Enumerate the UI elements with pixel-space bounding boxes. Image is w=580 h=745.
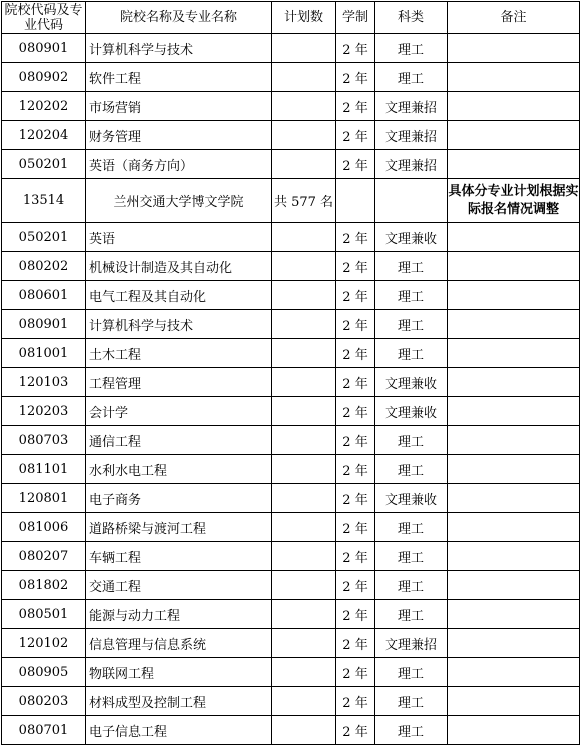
- cell-remarks: [448, 63, 580, 92]
- cell-code: 080601: [2, 281, 86, 310]
- cell-code: 080202: [2, 252, 86, 281]
- table-row: [2, 223, 580, 252]
- cell-years: 2 年: [336, 339, 375, 368]
- cell-plan: [272, 339, 336, 368]
- cell-name: 计算机科学与技术: [86, 34, 272, 63]
- cell-remarks: [448, 455, 580, 484]
- cell-remarks: [448, 223, 580, 252]
- cell-category: 理工: [375, 716, 448, 745]
- cell-plan: [272, 716, 336, 745]
- table-row: [2, 310, 580, 339]
- cell-category: 文理兼收: [375, 484, 448, 513]
- cell-category: 理工: [375, 513, 448, 542]
- cell-years: [336, 179, 375, 223]
- cell-name: 机械设计制造及其自动化: [86, 252, 272, 281]
- cell-plan: [272, 571, 336, 600]
- header-plan: 计划数: [272, 2, 336, 34]
- cell-code: 120103: [2, 368, 86, 397]
- cell-name: 兰州交通大学博文学院: [86, 179, 272, 223]
- cell-years: 2 年: [336, 368, 375, 397]
- cell-plan: [272, 542, 336, 571]
- cell-category: [375, 179, 448, 223]
- cell-name: 会计学: [86, 397, 272, 426]
- cell-category: 理工: [375, 310, 448, 339]
- table-row: [2, 687, 580, 716]
- table-row: [2, 426, 580, 455]
- cell-category: 理工: [375, 281, 448, 310]
- cell-plan: [272, 513, 336, 542]
- table-row: [2, 34, 580, 63]
- cell-name: 土木工程: [86, 339, 272, 368]
- table-row: [2, 542, 580, 571]
- cell-name: 工程管理: [86, 368, 272, 397]
- cell-years: 2 年: [336, 92, 375, 121]
- cell-code: 080203: [2, 687, 86, 716]
- cell-plan: [272, 397, 336, 426]
- table-row: [2, 455, 580, 484]
- cell-code: 080207: [2, 542, 86, 571]
- cell-remarks: [448, 281, 580, 310]
- cell-code: 080501: [2, 600, 86, 629]
- cell-years: 2 年: [336, 658, 375, 687]
- cell-years: 2 年: [336, 484, 375, 513]
- cell-years: 2 年: [336, 687, 375, 716]
- cell-years: 2 年: [336, 252, 375, 281]
- cell-plan: [272, 629, 336, 658]
- school-row: [2, 179, 580, 223]
- cell-name: 英语（商务方向）: [86, 150, 272, 179]
- table-row: [2, 484, 580, 513]
- header-name: 院校名称及专业名称: [86, 2, 272, 34]
- cell-code: 120102: [2, 629, 86, 658]
- table-row: [2, 63, 580, 92]
- cell-remarks: [448, 600, 580, 629]
- cell-remarks: [448, 513, 580, 542]
- cell-category: 理工: [375, 426, 448, 455]
- enrollment-table: [1, 1, 580, 745]
- cell-remarks: 具体分专业计划根据实际报名情况调整: [448, 179, 580, 223]
- cell-remarks: [448, 150, 580, 179]
- cell-name: 材料成型及控制工程: [86, 687, 272, 716]
- cell-plan: [272, 687, 336, 716]
- cell-remarks: [448, 629, 580, 658]
- cell-name: 英语: [86, 223, 272, 252]
- cell-name: 计算机科学与技术: [86, 310, 272, 339]
- cell-remarks: [448, 310, 580, 339]
- cell-years: 2 年: [336, 34, 375, 63]
- cell-years: 2 年: [336, 281, 375, 310]
- cell-plan: [272, 281, 336, 310]
- cell-years: 2 年: [336, 571, 375, 600]
- cell-name: 市场营销: [86, 92, 272, 121]
- cell-name: 道路桥梁与渡河工程: [86, 513, 272, 542]
- header-remarks: 备注: [448, 2, 580, 34]
- cell-plan: [272, 252, 336, 281]
- cell-years: 2 年: [336, 63, 375, 92]
- cell-category: 理工: [375, 252, 448, 281]
- cell-years: 2 年: [336, 223, 375, 252]
- cell-plan: [272, 600, 336, 629]
- cell-plan: [272, 484, 336, 513]
- table-row: [2, 252, 580, 281]
- cell-years: 2 年: [336, 397, 375, 426]
- cell-code: 081101: [2, 455, 86, 484]
- table-row: [2, 716, 580, 745]
- header-row: [2, 2, 580, 34]
- cell-years: 2 年: [336, 121, 375, 150]
- table-row: [2, 571, 580, 600]
- cell-category: 文理兼收: [375, 397, 448, 426]
- cell-remarks: [448, 397, 580, 426]
- cell-remarks: [448, 92, 580, 121]
- cell-name: 电子信息工程: [86, 716, 272, 745]
- cell-category: 理工: [375, 455, 448, 484]
- table-row: [2, 339, 580, 368]
- cell-name: 车辆工程: [86, 542, 272, 571]
- cell-code: 080703: [2, 426, 86, 455]
- table-body: [2, 34, 580, 745]
- cell-years: 2 年: [336, 426, 375, 455]
- cell-plan: [272, 63, 336, 92]
- table-row: [2, 368, 580, 397]
- cell-remarks: [448, 34, 580, 63]
- cell-plan: [272, 658, 336, 687]
- cell-plan: [272, 150, 336, 179]
- cell-category: 理工: [375, 63, 448, 92]
- cell-name: 电子商务: [86, 484, 272, 513]
- cell-name: 水利水电工程: [86, 455, 272, 484]
- cell-plan: [272, 455, 336, 484]
- table-row: [2, 397, 580, 426]
- table-row: [2, 658, 580, 687]
- cell-plan: [272, 223, 336, 252]
- cell-plan: [272, 92, 336, 121]
- cell-code: 120204: [2, 121, 86, 150]
- cell-name: 物联网工程: [86, 658, 272, 687]
- cell-remarks: [448, 716, 580, 745]
- header-code: 院校代码及专业代码: [2, 2, 86, 34]
- cell-remarks: [448, 658, 580, 687]
- cell-remarks: [448, 426, 580, 455]
- cell-category: 文理兼收: [375, 368, 448, 397]
- cell-category: 理工: [375, 542, 448, 571]
- cell-remarks: [448, 121, 580, 150]
- cell-plan: 共 577 名: [272, 179, 336, 223]
- cell-code: 050201: [2, 150, 86, 179]
- cell-name: 信息管理与信息系统: [86, 629, 272, 658]
- cell-years: 2 年: [336, 629, 375, 658]
- table-row: [2, 150, 580, 179]
- table-row: [2, 121, 580, 150]
- cell-remarks: [448, 484, 580, 513]
- cell-plan: [272, 368, 336, 397]
- cell-years: 2 年: [336, 513, 375, 542]
- table-row: [2, 281, 580, 310]
- header-years: 学制: [336, 2, 375, 34]
- cell-plan: [272, 34, 336, 63]
- table-row: [2, 600, 580, 629]
- cell-years: 2 年: [336, 150, 375, 179]
- cell-code: 081802: [2, 571, 86, 600]
- cell-years: 2 年: [336, 455, 375, 484]
- cell-plan: [272, 121, 336, 150]
- cell-name: 能源与动力工程: [86, 600, 272, 629]
- cell-name: 软件工程: [86, 63, 272, 92]
- cell-name: 交通工程: [86, 571, 272, 600]
- cell-category: 文理兼招: [375, 121, 448, 150]
- table-row: [2, 513, 580, 542]
- cell-name: 财务管理: [86, 121, 272, 150]
- cell-remarks: [448, 542, 580, 571]
- cell-remarks: [448, 339, 580, 368]
- cell-category: 理工: [375, 339, 448, 368]
- cell-remarks: [448, 252, 580, 281]
- header-category: 科类: [375, 2, 448, 34]
- cell-code: 120203: [2, 397, 86, 426]
- cell-category: 理工: [375, 600, 448, 629]
- cell-code: 081006: [2, 513, 86, 542]
- cell-years: 2 年: [336, 600, 375, 629]
- cell-category: 理工: [375, 687, 448, 716]
- cell-category: 理工: [375, 571, 448, 600]
- cell-category: 理工: [375, 658, 448, 687]
- cell-code: 120801: [2, 484, 86, 513]
- cell-category: 文理兼招: [375, 629, 448, 658]
- cell-code: 080902: [2, 63, 86, 92]
- cell-category: 理工: [375, 34, 448, 63]
- cell-category: 文理兼收: [375, 223, 448, 252]
- cell-plan: [272, 426, 336, 455]
- cell-remarks: [448, 571, 580, 600]
- cell-remarks: [448, 368, 580, 397]
- cell-category: 文理兼招: [375, 150, 448, 179]
- cell-years: 2 年: [336, 310, 375, 339]
- cell-code: 080905: [2, 658, 86, 687]
- cell-code: 081001: [2, 339, 86, 368]
- cell-code: 120202: [2, 92, 86, 121]
- cell-name: 通信工程: [86, 426, 272, 455]
- cell-name: 电气工程及其自动化: [86, 281, 272, 310]
- table-row: [2, 629, 580, 658]
- cell-code: 13514: [2, 179, 86, 223]
- cell-years: 2 年: [336, 542, 375, 571]
- cell-code: 080901: [2, 310, 86, 339]
- cell-plan: [272, 310, 336, 339]
- cell-remarks: [448, 687, 580, 716]
- table-row: [2, 92, 580, 121]
- cell-code: 080701: [2, 716, 86, 745]
- cell-code: 080901: [2, 34, 86, 63]
- cell-years: 2 年: [336, 716, 375, 745]
- cell-code: 050201: [2, 223, 86, 252]
- cell-category: 文理兼招: [375, 92, 448, 121]
